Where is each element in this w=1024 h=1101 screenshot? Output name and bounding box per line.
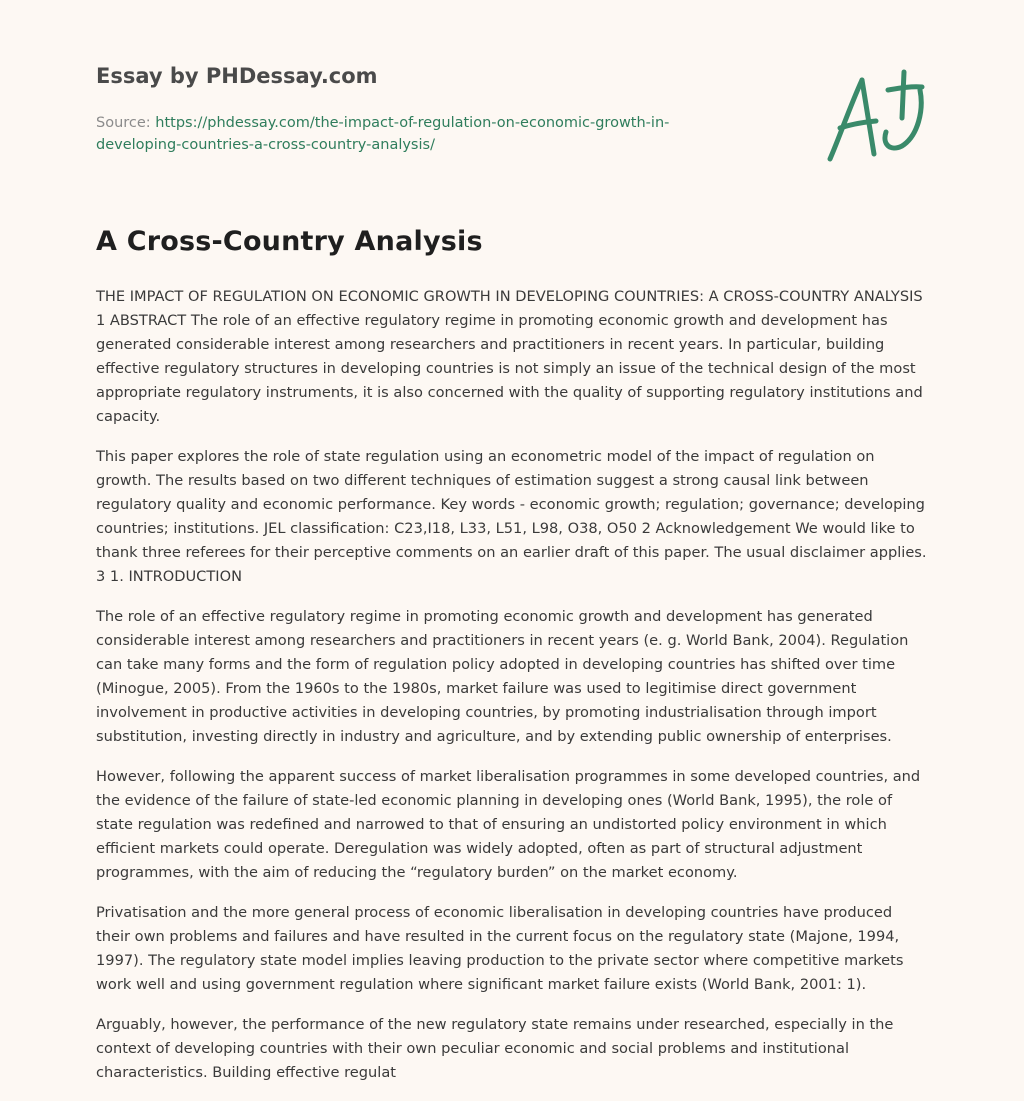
- source-line: [96, 112, 736, 156]
- site-brand: Essay by PHDessay.com: [96, 64, 378, 88]
- paragraph: The role of an effective regulatory regime in promoting economic growth and development has generated considerable interest among researchers and practitioners in recent years (e. g. World Bank, 2004). Regulation can take many forms and the form of regulation policy adopted in developing countries has shifted over time (Minogue, 2005). From the 1960s to the 1980s, market failure was used to legitimise direct government involvement in productive activities in developing countries, by promoting industrialisation through import substitution, investing directly in industry and agriculture, and by extending public ownership of enterprises.: [96, 608, 909, 745]
- source-link-line1: https://phdessay.com/the-impact-of-regulation-on-economic-growth-in-: [155, 115, 670, 131]
- source-label: Source:: [96, 115, 151, 131]
- paragraph: Privatisation and the more general process of economic liberalisation in developing countries have produced their own problems and failures and have resulted in the current focus on the regulatory state (Majone, 1994, 1997). The regulatory state model implies leaving production to the private sector where competitive markets work well and using government regulation where significant market failure exists (World Bank, 2001: 1).: [96, 904, 904, 993]
- paragraph: THE IMPACT OF REGULATION ON ECONOMIC GROWTH IN DEVELOPING COUNTRIES: A CROSS-COUNTRY ANALYSIS 1 ABSTRACT The role of an effective regulatory regime in promoting economic growth and development has generated considerable interest among researchers and practitioners in recent years. In particular, building effective regulatory structures in developing countries is not simply an issue of the technical design of the most appropriate regulatory instruments, it is also concerned with the quality of supporting regulatory institutions and capacity.: [96, 288, 923, 425]
- a-plus-logo-icon: [822, 66, 930, 166]
- paragraph: However, following the apparent success of market liberalisation programmes in some developed countries, and the evidence of the failure of state-led economic planning in developing ones (World Bank, 1995), the role of state regulation was redefined and narrowed to that of ensuring an undistorted policy environment in which efficient markets could operate. Deregulation was widely adopted, often as part of structural adjustment programmes, with the aim of reducing the “regulatory burden” on the market economy.: [96, 768, 921, 881]
- paragraph: Arguably, however, the performance of the new regulatory state remains under researched, especially in the context of developing countries with their own peculiar economic and social problems and institutional characteristics. Building effective regulat: [96, 1016, 894, 1081]
- essay-body: [96, 285, 930, 1101]
- source-link[interactable]: [96, 115, 669, 153]
- source-link-line2: developing-countries-a-cross-country-analysis/: [96, 137, 435, 153]
- paragraph: This paper explores the role of state regulation using an econometric model of the impact of regulation on growth. The results based on two different techniques of estimation suggest a strong causal link between regulatory quality and economic performance. Key words - economic growth; regulation; governance; developing countries; institutions. JEL classification: C23,I18, L33, L51, L98, O38, O50 2 Acknowledgement We would like to thank three referees for their perceptive comments on an earlier draft of this paper. The usual disclaimer applies. 3 1. INTRODUCTION: [96, 448, 927, 585]
- essay-title: A Cross-Country Analysis: [96, 226, 483, 257]
